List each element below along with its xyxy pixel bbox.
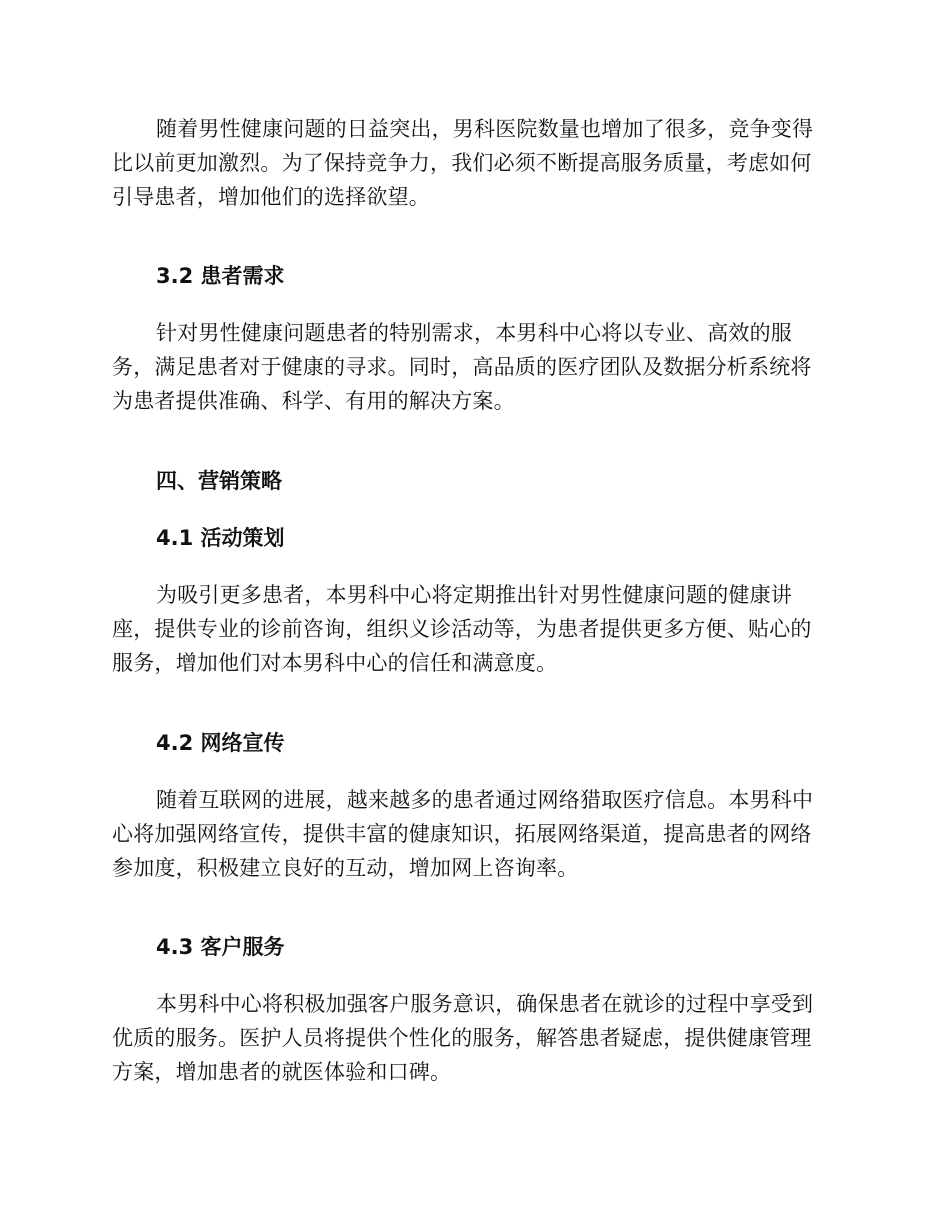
paragraph-event-planning: 为吸引更多患者，本男科中心将定期推出针对男性健康问题的健康讲座，提供专业的诊前咨询，组织义诊活动等，为患者提供更多方便、贴心的服务，增加他们对本男科中心的信任和满意度。 [112,583,812,675]
heading-3-2-patient-needs: 3.2 患者需求 [156,264,285,288]
heading-4-marketing-strategy: 四、营销策略 [156,469,282,493]
paragraph-patient-needs: 针对男性健康问题患者的特别需求，本男科中心将以专业、高效的服务，满足患者对于健康的寻求。同时，高品质的医疗团队及数据分析系统将为患者提供准确、科学、有用的解决方案。 [112,321,812,413]
heading-4-1-event-planning: 4.1 活动策划 [156,526,285,550]
paragraph-online-promotion: 随着互联网的进展，越来越多的患者通过网络猎取医疗信息。本男科中心将加强网络宣传，提供丰富的健康知识，拓展网络渠道，提高患者的网络参加度，积极建立良好的互动，增加网上咨询率。 [112,788,814,880]
paragraph-customer-service: 本男科中心将积极加强客户服务意识，确保患者在就诊的过程中享受到优质的服务。医护人员将提供个性化的服务，解答患者疑虑，提供健康管理方案，增加患者的就医体验和口碑。 [112,992,814,1084]
heading-4-3-customer-service: 4.3 客户服务 [156,935,285,959]
heading-4-2-online-promotion: 4.2 网络宣传 [156,731,285,755]
paragraph-market-competition: 随着男性健康问题的日益突出，男科医院数量也增加了很多，竞争变得比以前更加激烈。为了保持竞争力，我们必须不断提高服务质量，考虑如何引导患者，增加他们的选择欲望。 [112,117,814,209]
